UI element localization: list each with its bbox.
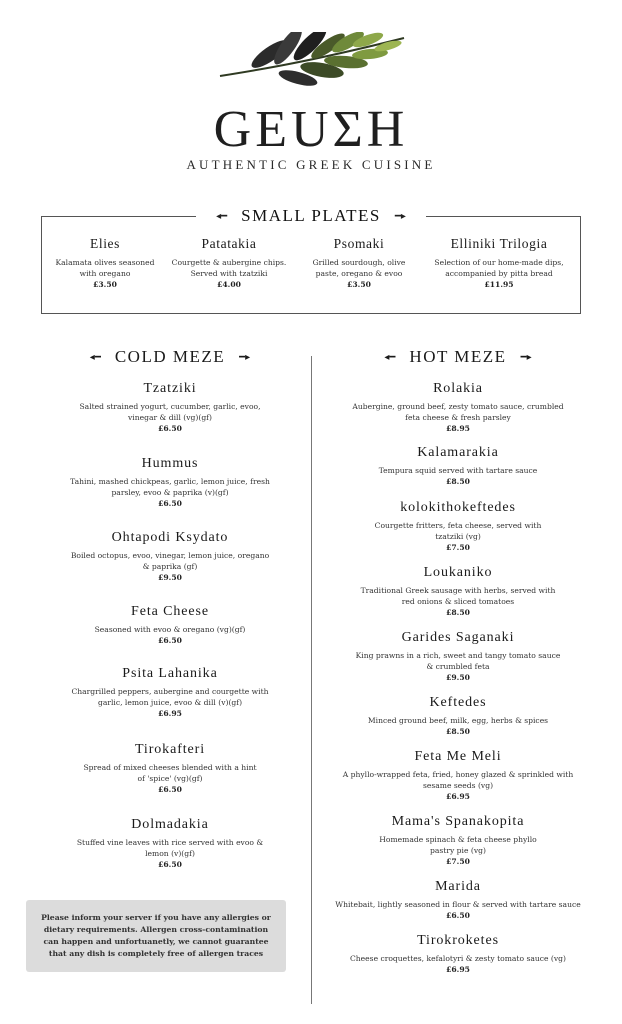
arrow-right-icon: ━▸ (394, 210, 406, 222)
dish-price: £7.50 (446, 543, 470, 552)
dish-price: £4.00 (217, 280, 241, 289)
menu-item (327, 748, 589, 813)
menu-item (327, 878, 589, 932)
menu-item (327, 629, 589, 694)
menu-item (45, 455, 295, 529)
dish-price: £6.50 (158, 636, 182, 645)
dish-name: Rolakia (433, 381, 483, 396)
small-plate-item (429, 236, 569, 290)
dish-name: Feta Me Meli (414, 749, 502, 764)
hot-meze-header (327, 345, 589, 369)
menu-item (327, 564, 589, 629)
cold-meze-header (45, 345, 295, 369)
dish-description: Tahini, mashed chickpeas, garlic, lemon juice, fresh parsley, evoo & paprika (v)(gf) (70, 477, 270, 497)
dish-description: Boiled octopus, evoo, vinegar, lemon juice, oregano & paprika (gf) (70, 551, 270, 571)
dish-price: £8.95 (446, 424, 470, 433)
small-plate-item (303, 236, 415, 290)
dish-name: Garides Saganaki (401, 630, 515, 645)
dish-description: King prawns in a rich, sweet and tangy tomato sauce & crumbled feta (355, 651, 561, 671)
dish-price: £3.50 (93, 280, 117, 289)
dish-price: £6.95 (158, 709, 182, 718)
dish-name: Hummus (141, 456, 199, 471)
dish-name: Feta Cheese (131, 604, 209, 619)
dish-name: Dolmadakia (131, 817, 209, 832)
dish-name: Psomaki (333, 236, 385, 251)
dish-name: Tirokroketes (417, 933, 499, 948)
brand-tagline: AUTHENTIC GREEK CUISINE (186, 157, 436, 172)
dish-description: Cheese croquettes, kefalotyri & zesty tomato sauce (vg) (349, 954, 567, 963)
dish-price: £6.50 (158, 499, 182, 508)
brand-name: GEUΣH (213, 101, 409, 158)
dish-price: £9.50 (446, 673, 470, 682)
dish-description: Homemade spinach & feta cheese phyllo pastry pie (vg) (379, 835, 537, 855)
dish-name: Patatakia (201, 236, 257, 251)
dish-price: £7.50 (446, 857, 470, 866)
dish-name: Keftedes (429, 695, 487, 710)
dish-name: Loukaniko (423, 565, 493, 580)
dish-price: £9.50 (158, 573, 182, 582)
dish-description: Aubergine, ground beef, zesty tomato sauce, crumbled feta cheese & fresh parsley (352, 402, 564, 422)
dish-description: Minced ground beef, milk, egg, herbs & spices (367, 716, 549, 725)
menu-item (45, 380, 295, 455)
small-plates-header (196, 204, 426, 228)
cold-meze-column (45, 345, 295, 870)
arrow-left-icon: ◂━ (384, 351, 396, 363)
dish-price: £6.95 (446, 792, 470, 801)
dish-price: £6.50 (446, 911, 470, 920)
dish-price: £6.95 (446, 965, 470, 974)
menu-item (45, 816, 295, 870)
dish-description: Whitebait, lightly seasoned in flour & served with tartare sauce (335, 900, 581, 909)
dish-price: £8.50 (446, 727, 470, 736)
hot-meze-title: HOT MEZE (409, 347, 507, 366)
dish-price: £8.50 (446, 477, 470, 486)
dish-name: Psita Lahanika (122, 666, 218, 681)
dish-description: Selection of our home-made dips, accompanied by pitta bread (434, 258, 564, 278)
arrow-right-icon: ━▸ (239, 351, 251, 363)
dish-description: Kalamata olives seasoned with oregano (55, 258, 155, 278)
menu-item (327, 499, 589, 564)
cold-meze-title: COLD MEZE (114, 347, 226, 366)
menu-item (45, 741, 295, 816)
column-divider (311, 356, 312, 1004)
dish-price: £6.50 (158, 424, 182, 433)
small-plate-item (165, 236, 293, 290)
menu-item (45, 603, 295, 665)
dish-description: Grilled sourdough, olive paste, oregano & evoo (312, 258, 406, 278)
dish-description: Traditional Greek sausage with herbs, served with red onions & sliced tomatoes (360, 586, 556, 606)
dish-name: Elliniki Trilogia (450, 236, 548, 251)
dish-name: Kalamarakia (417, 445, 499, 460)
menu-item (327, 694, 589, 748)
allergy-notice: Please inform your server if you have any allergies or dietary requirements. Allergen cross-contamination can happen and unfortuanetly, we cannot guarantee that any dish is completely free of allergen traces (26, 900, 286, 972)
dish-description: Stuffed vine leaves with rice served with evoo & lemon (v)(gf) (76, 838, 264, 858)
arrow-left-icon: ◂━ (89, 351, 101, 363)
menu-item (45, 665, 295, 741)
small-plate-item (55, 236, 155, 290)
dish-price: £6.50 (158, 785, 182, 794)
dish-name: kolokithokeftedes (400, 500, 516, 515)
small-plates-list (41, 236, 581, 290)
arrow-right-icon: ━▸ (520, 351, 532, 363)
menu-item (327, 444, 589, 499)
dish-description: Courgette fritters, feta cheese, served with tzatziki (vg) (374, 521, 542, 541)
menu-item (45, 529, 295, 603)
dish-name: Tzatziki (143, 381, 197, 396)
dish-description: Salted strained yogurt, cucumber, garlic, evoo, vinegar & dill (vg)(gf) (79, 402, 261, 422)
dish-description: Chargrilled peppers, aubergine and courgette with garlic, lemon juice, evoo & dill (v)(gf) (71, 687, 269, 707)
menu-item (327, 813, 589, 878)
dish-description: A phyllo-wrapped feta, fried, honey glazed & sprinkled with sesame seeds (vg) (342, 770, 574, 790)
dish-description: Tempura squid served with tartare sauce (378, 466, 538, 475)
dish-name: Elies (90, 236, 120, 251)
dish-description: Spread of mixed cheeses blended with a hint of 'spice' (vg)(gf) (83, 763, 257, 783)
arrow-left-icon: ◂━ (216, 210, 228, 222)
dish-price: £8.50 (446, 608, 470, 617)
dish-name: Ohtapodi Ksydato (111, 530, 229, 545)
dish-name: Tirokafteri (134, 742, 206, 757)
dish-description: Courgette & aubergine chips. Served with tzatziki (171, 258, 287, 278)
dish-name: Marida (435, 879, 481, 894)
menu-item (327, 380, 589, 444)
dish-price: £6.50 (158, 860, 182, 869)
dish-description: Seasoned with evoo & oregano (vg)(gf) (94, 625, 246, 634)
olive-branch-icon (218, 32, 408, 94)
menu-item (327, 932, 589, 975)
dish-name: Mama's Spanakopita (391, 814, 525, 829)
dish-price: £11.95 (484, 280, 514, 289)
small-plates-title: SMALL PLATES (241, 206, 381, 225)
hot-meze-column (327, 345, 589, 975)
dish-price: £3.50 (347, 280, 371, 289)
